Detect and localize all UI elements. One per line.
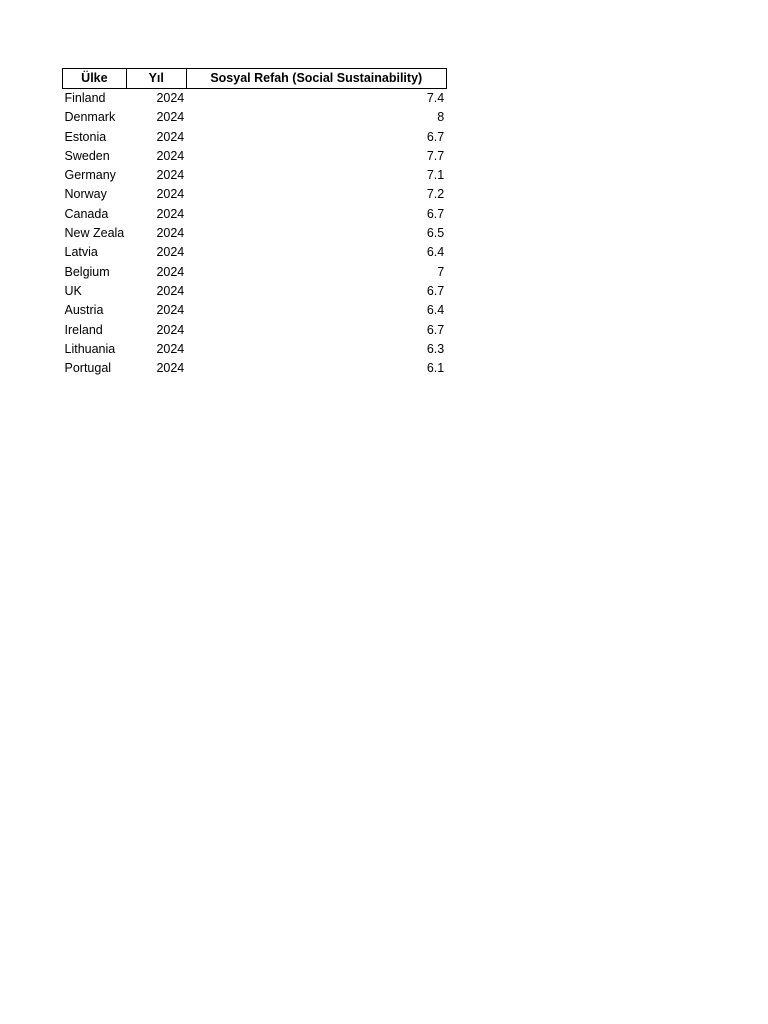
country-cell: Ireland: [64, 322, 103, 337]
country-cell: Belgium: [64, 264, 110, 279]
country-cell: Estonia: [64, 129, 107, 144]
value-cell: 6.4: [426, 303, 445, 318]
table-row: [63, 108, 447, 127]
year-cell: 2024: [156, 322, 185, 337]
year-cell: 2024: [156, 245, 185, 260]
country-cell: Portugal: [64, 361, 112, 376]
table-row: [63, 166, 447, 185]
value-cell: 6.7: [426, 129, 445, 144]
country-cell: New Zeala: [64, 226, 125, 241]
table-row: [63, 301, 447, 320]
value-cell: 7.2: [426, 187, 445, 202]
year-cell: 2024: [156, 361, 185, 376]
table-row: [63, 147, 447, 166]
year-cell: 2024: [156, 264, 185, 279]
spreadsheet-page: [62, 68, 447, 378]
data-table: [62, 68, 447, 378]
year-cell: 2024: [156, 303, 185, 318]
country-cell: Austria: [64, 303, 104, 318]
value-cell: 6.3: [426, 341, 445, 356]
table-row: [63, 359, 447, 378]
table-row: [63, 340, 447, 359]
country-cell: Canada: [64, 206, 109, 221]
value-cell: 8: [437, 110, 445, 125]
country-cell: Latvia: [64, 245, 98, 260]
value-cell: 6.1: [426, 361, 445, 376]
value-cell: 6.7: [426, 322, 445, 337]
country-cell: Sweden: [64, 148, 110, 163]
year-cell: 2024: [156, 283, 185, 298]
year-cell: 2024: [156, 168, 185, 183]
header-country: Ülke: [63, 69, 127, 89]
country-cell: Denmark: [64, 110, 116, 125]
header-year: Yıl: [126, 69, 186, 89]
table-row: [63, 321, 447, 340]
table-row: [63, 263, 447, 282]
year-cell: 2024: [156, 110, 185, 125]
year-cell: 2024: [156, 148, 185, 163]
value-cell: 6.7: [426, 206, 445, 221]
year-cell: 2024: [156, 226, 185, 241]
table-body: [63, 89, 447, 379]
value-cell: 7.1: [426, 168, 445, 183]
value-cell: 6.7: [426, 283, 445, 298]
value-cell: 6.4: [426, 245, 445, 260]
table-row: [63, 185, 447, 204]
country-cell: Lithuania: [64, 341, 116, 356]
country-cell: UK: [64, 283, 82, 298]
table-row: [63, 282, 447, 301]
value-cell: 7: [437, 264, 445, 279]
header-row: [63, 69, 447, 89]
year-cell: 2024: [156, 341, 185, 356]
table-row: [63, 224, 447, 243]
year-cell: 2024: [156, 187, 185, 202]
table-row: [63, 128, 447, 147]
country-cell: Germany: [64, 168, 116, 183]
table-row: [63, 205, 447, 224]
country-cell: Finland: [64, 91, 106, 105]
year-cell: 2024: [156, 91, 185, 105]
header-social-sustainability: Sosyal Refah (Social Sustainability): [186, 69, 446, 89]
value-cell: 6.5: [426, 226, 445, 241]
value-cell: 7.4: [426, 91, 445, 105]
table-row: [63, 89, 447, 109]
country-cell: Norway: [64, 187, 107, 202]
table-row: [63, 243, 447, 262]
value-cell: 7.7: [426, 148, 445, 163]
year-cell: 2024: [156, 206, 185, 221]
year-cell: 2024: [156, 129, 185, 144]
